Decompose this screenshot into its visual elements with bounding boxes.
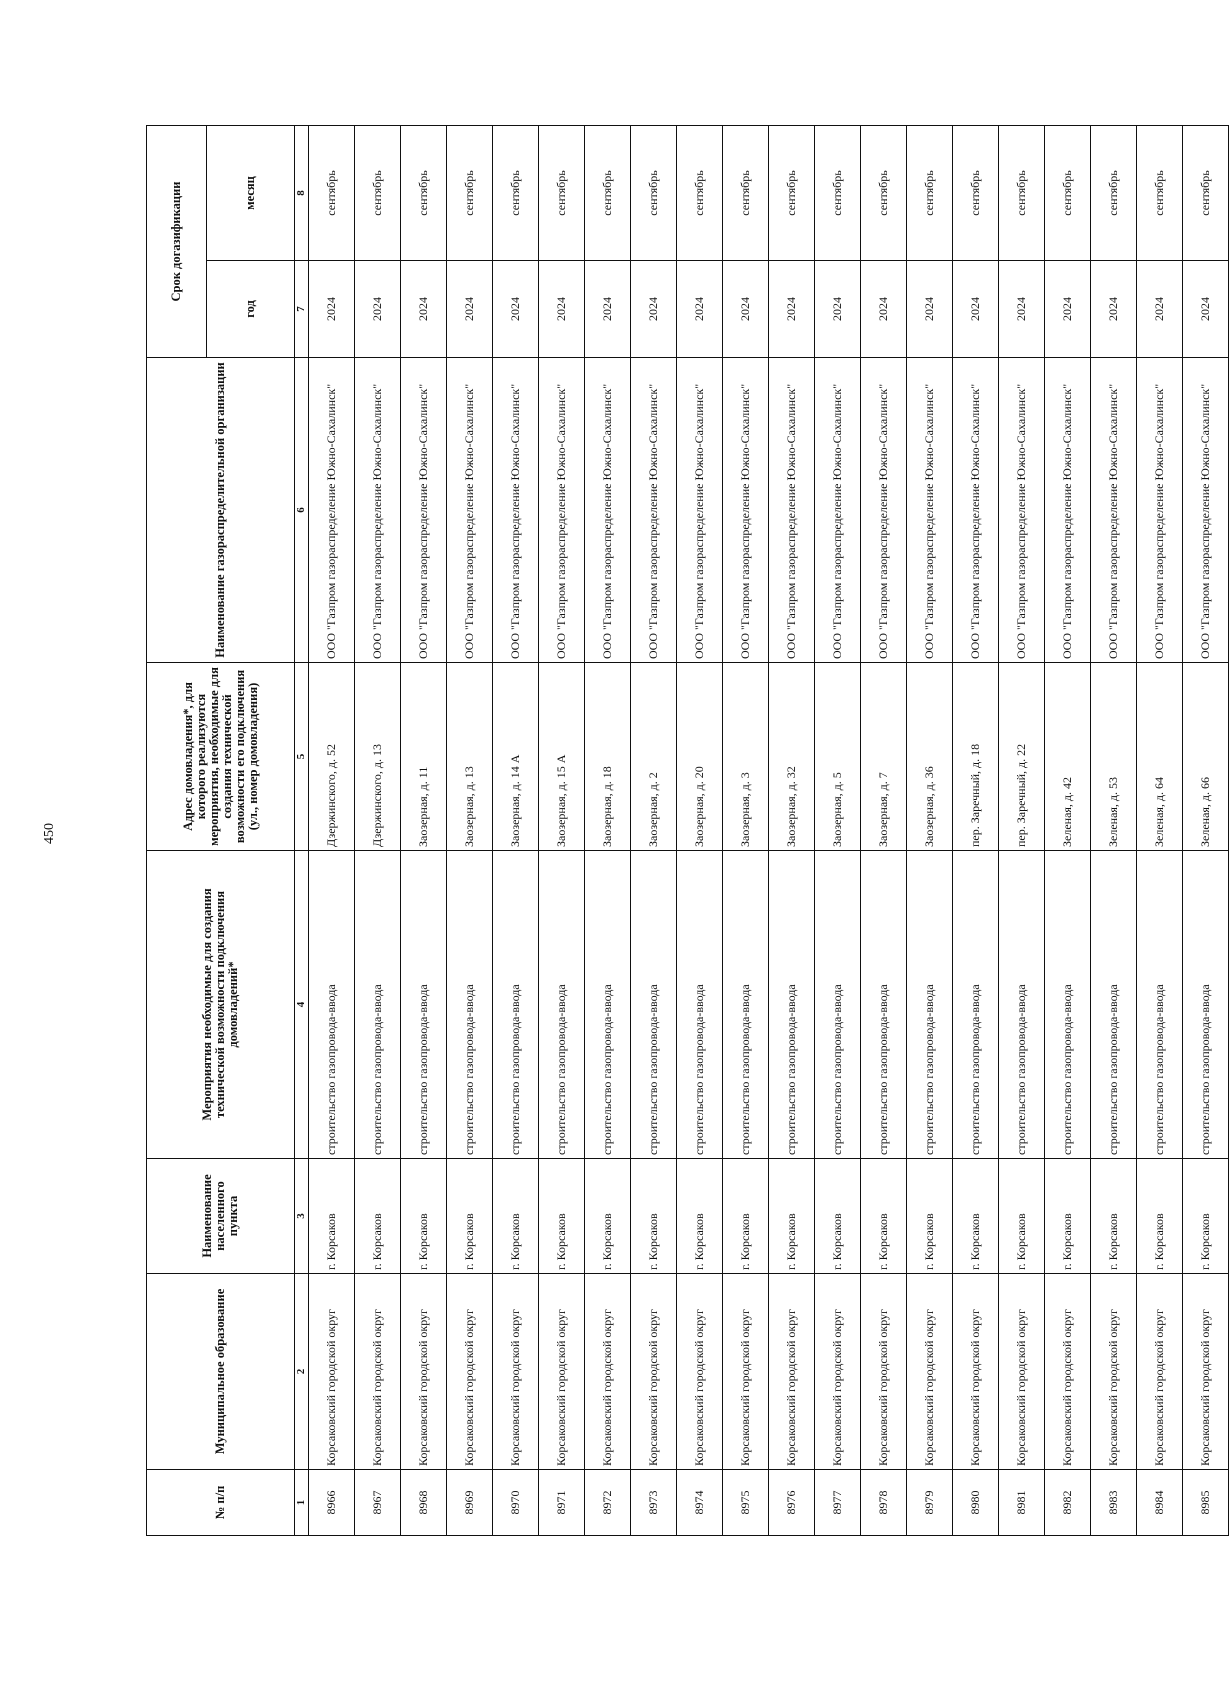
cell-month: сентябрь bbox=[309, 125, 355, 260]
cell-municipality: Корсаковский городской округ bbox=[1045, 1274, 1091, 1470]
cell-organization: ООО "Газпром газораспределение Южно-Сахалинск" bbox=[309, 358, 355, 663]
cell-organization: ООО "Газпром газораспределение Южно-Сахалинск" bbox=[539, 358, 585, 663]
cell-month: сентябрь bbox=[907, 125, 953, 260]
column-number: 6 bbox=[295, 358, 309, 663]
cell-address: Дзержинского, д. 13 bbox=[355, 663, 401, 851]
cell-organization: ООО "Газпром газораспределение Южно-Сахалинск" bbox=[401, 358, 447, 663]
cell-year: 2024 bbox=[769, 261, 815, 358]
cell-address: Заозерная, д. 3 bbox=[723, 663, 769, 851]
cell-year: 2024 bbox=[309, 261, 355, 358]
cell-month: сентябрь bbox=[1091, 125, 1137, 260]
cell-year: 2024 bbox=[585, 261, 631, 358]
cell-row-number: 8969 bbox=[447, 1470, 493, 1536]
table-row bbox=[493, 125, 539, 1535]
cell-address: Заозерная, д. 7 bbox=[861, 663, 907, 851]
cell-year: 2024 bbox=[907, 261, 953, 358]
cell-measure: строительство газопровода-ввода bbox=[355, 851, 401, 1159]
cell-settlement: г. Корсаков bbox=[677, 1159, 723, 1274]
cell-year: 2024 bbox=[355, 261, 401, 358]
table-body bbox=[295, 125, 1229, 1535]
cell-year: 2024 bbox=[401, 261, 447, 358]
cell-municipality: Корсаковский городской округ bbox=[355, 1274, 401, 1470]
cell-row-number: 8974 bbox=[677, 1470, 723, 1536]
table-row bbox=[907, 125, 953, 1535]
cell-measure: строительство газопровода-ввода bbox=[677, 851, 723, 1159]
cell-settlement: г. Корсаков bbox=[585, 1159, 631, 1274]
cell-organization: ООО "Газпром газораспределение Южно-Сахалинск" bbox=[769, 358, 815, 663]
cell-row-number: 8985 bbox=[1183, 1470, 1229, 1536]
cell-organization: ООО "Газпром газораспределение Южно-Сахалинск" bbox=[355, 358, 401, 663]
column-number: 7 bbox=[295, 261, 309, 358]
cell-organization: ООО "Газпром газораспределение Южно-Сахалинск" bbox=[677, 358, 723, 663]
cell-municipality: Корсаковский городской округ bbox=[1183, 1274, 1229, 1470]
rotated-table-container bbox=[146, 126, 1212, 1536]
table-row bbox=[447, 125, 493, 1535]
cell-month: сентябрь bbox=[677, 125, 723, 260]
cell-year: 2024 bbox=[953, 261, 999, 358]
cell-settlement: г. Корсаков bbox=[953, 1159, 999, 1274]
cell-municipality: Корсаковский городской округ bbox=[539, 1274, 585, 1470]
cell-address: Заозерная, д. 13 bbox=[447, 663, 493, 851]
column-number: 8 bbox=[295, 125, 309, 260]
cell-row-number: 8971 bbox=[539, 1470, 585, 1536]
header-number: № п/п bbox=[147, 1470, 295, 1536]
cell-address: Заозерная, д. 20 bbox=[677, 663, 723, 851]
cell-row-number: 8981 bbox=[999, 1470, 1045, 1536]
cell-row-number: 8983 bbox=[1091, 1470, 1137, 1536]
cell-measure: строительство газопровода-ввода bbox=[723, 851, 769, 1159]
cell-settlement: г. Корсаков bbox=[539, 1159, 585, 1274]
table-row bbox=[631, 125, 677, 1535]
cell-month: сентябрь bbox=[447, 125, 493, 260]
cell-organization: ООО "Газпром газораспределение Южно-Сахалинск" bbox=[1091, 358, 1137, 663]
cell-month: сентябрь bbox=[401, 125, 447, 260]
cell-row-number: 8967 bbox=[355, 1470, 401, 1536]
cell-address: Заозерная, д. 36 bbox=[907, 663, 953, 851]
cell-measure: строительство газопровода-ввода bbox=[1137, 851, 1183, 1159]
cell-organization: ООО "Газпром газораспределение Южно-Сахалинск" bbox=[953, 358, 999, 663]
cell-address: Зеленая, д. 66 bbox=[1183, 663, 1229, 851]
cell-address: Заозерная, д. 11 bbox=[401, 663, 447, 851]
cell-municipality: Корсаковский городской округ bbox=[447, 1274, 493, 1470]
cell-measure: строительство газопровода-ввода bbox=[1045, 851, 1091, 1159]
cell-municipality: Корсаковский городской округ bbox=[401, 1274, 447, 1470]
cell-month: сентябрь bbox=[493, 125, 539, 260]
cell-settlement: г. Корсаков bbox=[861, 1159, 907, 1274]
table-row bbox=[401, 125, 447, 1535]
cell-year: 2024 bbox=[539, 261, 585, 358]
cell-month: сентябрь bbox=[861, 125, 907, 260]
header-address: Адрес домовладения*, для которого реализуются мероприятия, необходимые для создания технической возможности его подключения (ул., номер домовладения) bbox=[147, 663, 295, 851]
cell-settlement: г. Корсаков bbox=[769, 1159, 815, 1274]
cell-row-number: 8982 bbox=[1045, 1470, 1091, 1536]
cell-month: сентябрь bbox=[1137, 125, 1183, 260]
cell-settlement: г. Корсаков bbox=[355, 1159, 401, 1274]
cell-organization: ООО "Газпром газораспределение Южно-Сахалинск" bbox=[861, 358, 907, 663]
column-number: 2 bbox=[295, 1274, 309, 1470]
cell-year: 2024 bbox=[999, 261, 1045, 358]
cell-settlement: г. Корсаков bbox=[723, 1159, 769, 1274]
cell-municipality: Корсаковский городской округ bbox=[1137, 1274, 1183, 1470]
cell-municipality: Корсаковский городской округ bbox=[677, 1274, 723, 1470]
cell-row-number: 8973 bbox=[631, 1470, 677, 1536]
cell-row-number: 8970 bbox=[493, 1470, 539, 1536]
table-row bbox=[861, 125, 907, 1535]
cell-address: Заозерная, д. 32 bbox=[769, 663, 815, 851]
cell-settlement: г. Корсаков bbox=[401, 1159, 447, 1274]
gasification-table bbox=[146, 125, 1229, 1536]
header-municipality: Муниципальное образование bbox=[147, 1274, 295, 1470]
cell-row-number: 8972 bbox=[585, 1470, 631, 1536]
cell-measure: строительство газопровода-ввода bbox=[815, 851, 861, 1159]
cell-year: 2024 bbox=[861, 261, 907, 358]
cell-address: Зеленая, д. 64 bbox=[1137, 663, 1183, 851]
table-row bbox=[723, 125, 769, 1535]
cell-row-number: 8968 bbox=[401, 1470, 447, 1536]
cell-municipality: Корсаковский городской округ bbox=[953, 1274, 999, 1470]
column-number: 1 bbox=[295, 1470, 309, 1536]
cell-measure: строительство газопровода-ввода bbox=[999, 851, 1045, 1159]
table-row bbox=[1045, 125, 1091, 1535]
cell-year: 2024 bbox=[1137, 261, 1183, 358]
cell-municipality: Корсаковский городской округ bbox=[907, 1274, 953, 1470]
cell-year: 2024 bbox=[1045, 261, 1091, 358]
cell-year: 2024 bbox=[631, 261, 677, 358]
cell-address: Заозерная, д. 14 А bbox=[493, 663, 539, 851]
cell-month: сентябрь bbox=[815, 125, 861, 260]
cell-municipality: Корсаковский городской округ bbox=[309, 1274, 355, 1470]
cell-row-number: 8977 bbox=[815, 1470, 861, 1536]
cell-municipality: Корсаковский городской округ bbox=[815, 1274, 861, 1470]
page-number: 450 bbox=[42, 823, 57, 844]
cell-municipality: Корсаковский городской округ bbox=[1091, 1274, 1137, 1470]
cell-address: Зеленая, д. 42 bbox=[1045, 663, 1091, 851]
cell-settlement: г. Корсаков bbox=[309, 1159, 355, 1274]
column-number: 5 bbox=[295, 663, 309, 851]
table-row bbox=[1091, 125, 1137, 1535]
cell-month: сентябрь bbox=[1045, 125, 1091, 260]
cell-organization: ООО "Газпром газораспределение Южно-Сахалинск" bbox=[723, 358, 769, 663]
header-organization: Наименование газораспределительной организации bbox=[147, 358, 295, 663]
cell-organization: ООО "Газпром газораспределение Южно-Сахалинск" bbox=[493, 358, 539, 663]
cell-measure: строительство газопровода-ввода bbox=[493, 851, 539, 1159]
cell-address: Заозерная, д. 15 А bbox=[539, 663, 585, 851]
table-row bbox=[585, 125, 631, 1535]
cell-row-number: 8976 bbox=[769, 1470, 815, 1536]
cell-month: сентябрь bbox=[953, 125, 999, 260]
cell-measure: строительство газопровода-ввода bbox=[1091, 851, 1137, 1159]
header-settlement: Наименование населенного пункта bbox=[147, 1159, 295, 1274]
cell-measure: строительство газопровода-ввода bbox=[309, 851, 355, 1159]
cell-settlement: г. Корсаков bbox=[447, 1159, 493, 1274]
table-row bbox=[309, 125, 355, 1535]
column-number: 4 bbox=[295, 851, 309, 1159]
cell-municipality: Корсаковский городской округ bbox=[493, 1274, 539, 1470]
cell-year: 2024 bbox=[1183, 261, 1229, 358]
cell-address: пер. Заречный, д. 22 bbox=[999, 663, 1045, 851]
cell-municipality: Корсаковский городской округ bbox=[585, 1274, 631, 1470]
cell-measure: строительство газопровода-ввода bbox=[1183, 851, 1229, 1159]
cell-settlement: г. Корсаков bbox=[907, 1159, 953, 1274]
table-row bbox=[815, 125, 861, 1535]
cell-year: 2024 bbox=[447, 261, 493, 358]
cell-address: пер. Заречный, д. 18 bbox=[953, 663, 999, 851]
cell-measure: строительство газопровода-ввода bbox=[769, 851, 815, 1159]
cell-settlement: г. Корсаков bbox=[493, 1159, 539, 1274]
cell-organization: ООО "Газпром газораспределение Южно-Сахалинск" bbox=[907, 358, 953, 663]
cell-address: Дзержинского, д. 52 bbox=[309, 663, 355, 851]
cell-month: сентябрь bbox=[355, 125, 401, 260]
column-number: 3 bbox=[295, 1159, 309, 1274]
cell-organization: ООО "Газпром газораспределение Южно-Сахалинск" bbox=[447, 358, 493, 663]
cell-month: сентябрь bbox=[631, 125, 677, 260]
cell-month: сентябрь bbox=[1183, 125, 1229, 260]
cell-year: 2024 bbox=[723, 261, 769, 358]
cell-measure: строительство газопровода-ввода bbox=[861, 851, 907, 1159]
cell-year: 2024 bbox=[815, 261, 861, 358]
cell-month: сентябрь bbox=[999, 125, 1045, 260]
header-measures: Мероприятия необходимые для создания технической возможности подключения домовладений* bbox=[147, 851, 295, 1159]
cell-settlement: г. Корсаков bbox=[1091, 1159, 1137, 1274]
cell-municipality: Корсаковский городской округ bbox=[861, 1274, 907, 1470]
cell-year: 2024 bbox=[493, 261, 539, 358]
cell-address: Зеленая, д. 53 bbox=[1091, 663, 1137, 851]
cell-address: Заозерная, д. 18 bbox=[585, 663, 631, 851]
cell-measure: строительство газопровода-ввода bbox=[585, 851, 631, 1159]
header-year: год bbox=[207, 261, 295, 358]
cell-measure: строительство газопровода-ввода bbox=[953, 851, 999, 1159]
table-row bbox=[677, 125, 723, 1535]
table-row bbox=[769, 125, 815, 1535]
cell-settlement: г. Корсаков bbox=[999, 1159, 1045, 1274]
cell-municipality: Корсаковский городской округ bbox=[723, 1274, 769, 1470]
cell-row-number: 8984 bbox=[1137, 1470, 1183, 1536]
cell-month: сентябрь bbox=[539, 125, 585, 260]
cell-organization: ООО "Газпром газораспределение Южно-Сахалинск" bbox=[999, 358, 1045, 663]
header-month: месяц bbox=[207, 125, 295, 260]
cell-row-number: 8966 bbox=[309, 1470, 355, 1536]
cell-month: сентябрь bbox=[723, 125, 769, 260]
cell-organization: ООО "Газпром газораспределение Южно-Сахалинск" bbox=[585, 358, 631, 663]
table-row bbox=[1137, 125, 1183, 1535]
cell-municipality: Корсаковский городской округ bbox=[999, 1274, 1045, 1470]
table-row bbox=[1183, 125, 1229, 1535]
cell-measure: строительство газопровода-ввода bbox=[447, 851, 493, 1159]
cell-organization: ООО "Газпром газораспределение Южно-Сахалинск" bbox=[1137, 358, 1183, 663]
cell-month: сентябрь bbox=[769, 125, 815, 260]
cell-measure: строительство газопровода-ввода bbox=[539, 851, 585, 1159]
cell-month: сентябрь bbox=[585, 125, 631, 260]
cell-measure: строительство газопровода-ввода bbox=[631, 851, 677, 1159]
cell-settlement: г. Корсаков bbox=[631, 1159, 677, 1274]
cell-row-number: 8978 bbox=[861, 1470, 907, 1536]
header-deadline: Срок догазификации bbox=[147, 125, 207, 357]
cell-settlement: г. Корсаков bbox=[1137, 1159, 1183, 1274]
cell-year: 2024 bbox=[677, 261, 723, 358]
cell-organization: ООО "Газпром газораспределение Южно-Сахалинск" bbox=[1183, 358, 1229, 663]
cell-measure: строительство газопровода-ввода bbox=[907, 851, 953, 1159]
table-row bbox=[539, 125, 585, 1535]
cell-organization: ООО "Газпром газораспределение Южно-Сахалинск" bbox=[815, 358, 861, 663]
table-row bbox=[355, 125, 401, 1535]
cell-measure: строительство газопровода-ввода bbox=[401, 851, 447, 1159]
cell-settlement: г. Корсаков bbox=[1183, 1159, 1229, 1274]
table-row bbox=[953, 125, 999, 1535]
cell-organization: ООО "Газпром газораспределение Южно-Сахалинск" bbox=[1045, 358, 1091, 663]
cell-year: 2024 bbox=[1091, 261, 1137, 358]
cell-settlement: г. Корсаков bbox=[815, 1159, 861, 1274]
cell-row-number: 8980 bbox=[953, 1470, 999, 1536]
cell-municipality: Корсаковский городской округ bbox=[769, 1274, 815, 1470]
cell-row-number: 8979 bbox=[907, 1470, 953, 1536]
cell-settlement: г. Корсаков bbox=[1045, 1159, 1091, 1274]
table-row bbox=[999, 125, 1045, 1535]
cell-municipality: Корсаковский городской округ bbox=[631, 1274, 677, 1470]
cell-address: Заозерная, д. 5 bbox=[815, 663, 861, 851]
cell-address: Заозерная, д. 2 bbox=[631, 663, 677, 851]
column-number-row bbox=[295, 125, 309, 1535]
cell-row-number: 8975 bbox=[723, 1470, 769, 1536]
cell-organization: ООО "Газпром газораспределение Южно-Сахалинск" bbox=[631, 358, 677, 663]
